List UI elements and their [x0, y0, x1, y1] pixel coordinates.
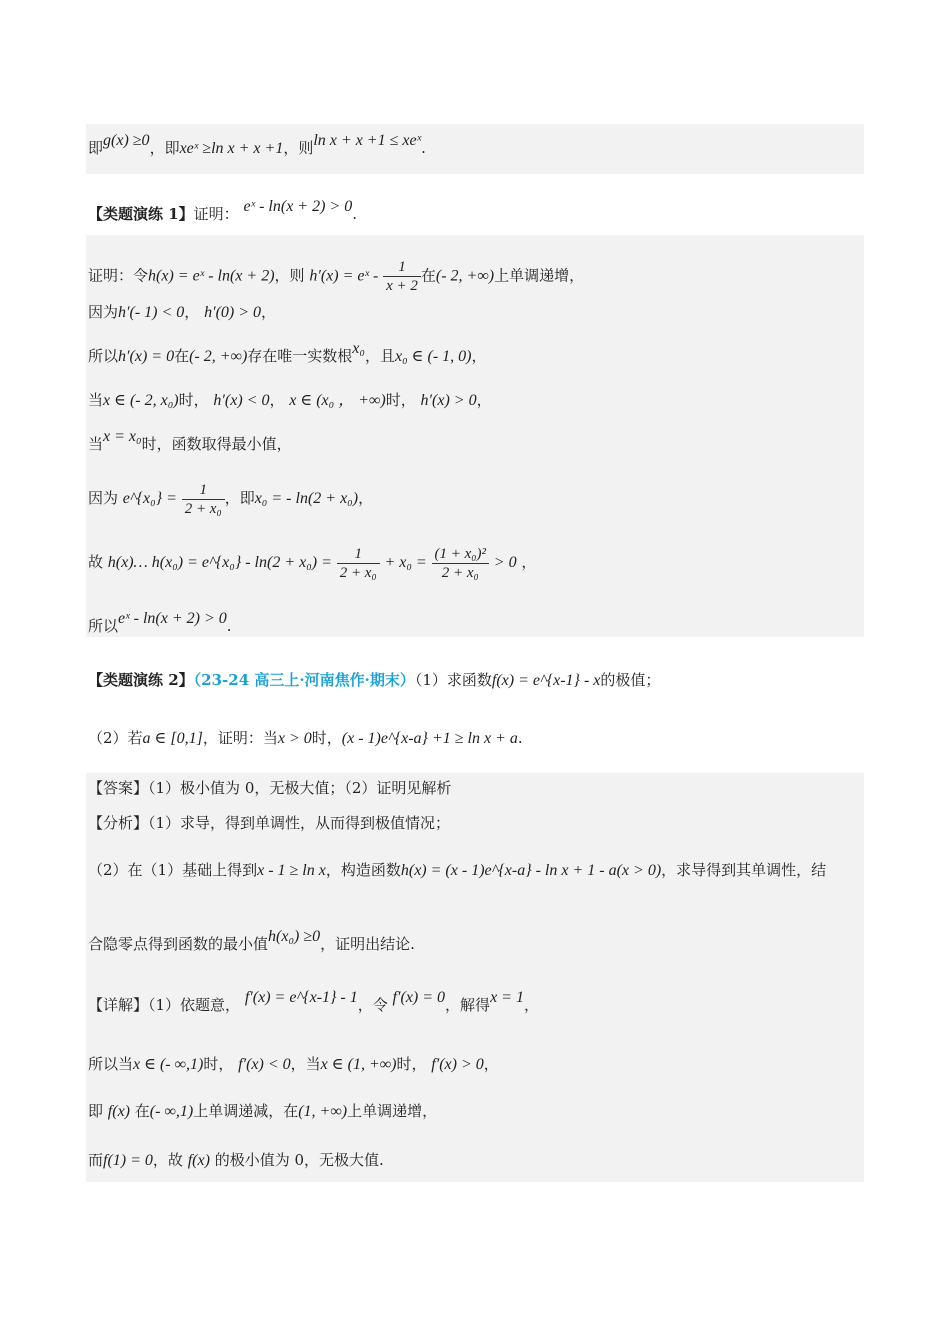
- ex1-proof-line-6: [88, 478, 373, 519]
- formula: a ∈ [0,1]: [142, 730, 203, 747]
- text: 当: [88, 391, 104, 409]
- text: 在: [134, 1102, 150, 1120]
- text: （1）求函数: [414, 671, 492, 689]
- text: 上单调递增，: [347, 1102, 438, 1120]
- formula-xex-ge: xeˣ ≥ln x + x +1: [179, 140, 284, 157]
- answer-line: [88, 778, 451, 798]
- formula: (x - 1)e^{x-a} +1 ≥ ln x + a: [341, 730, 518, 747]
- text: 合隐零点得到函数的最小值: [88, 935, 269, 953]
- ex2-q2-line: [88, 728, 523, 749]
- numerator: 1: [337, 545, 380, 564]
- text: 即: [88, 1102, 104, 1120]
- formula: x₀ = - ln(2 + x₀): [254, 490, 359, 507]
- text: .: [517, 729, 523, 747]
- text: ，证明出结论.: [320, 935, 415, 953]
- text: ，求导得到其单调性，结: [661, 861, 827, 879]
- numerator: 1: [383, 258, 421, 277]
- text: ，故: [152, 1151, 183, 1169]
- text: 而: [88, 1151, 104, 1169]
- text: 时，: [203, 1055, 234, 1073]
- detail-line-4: [88, 1150, 384, 1171]
- formula: f′(x) = e^{x-1} - 1: [244, 989, 358, 1006]
- ex1-statement: eˣ - ln(x + 2) > 0: [243, 198, 353, 215]
- text: .: [226, 617, 232, 635]
- text: ，则: [283, 139, 314, 157]
- text: ，当: [290, 1055, 321, 1073]
- fraction: [182, 481, 225, 518]
- text: ，即: [224, 489, 255, 507]
- formula: h′(x) = 0: [118, 348, 175, 365]
- formula: h′(x) = eˣ -: [309, 267, 379, 285]
- formula: h(x)… h(x₀) = e^{x₀} - ln(2 + x₀) =: [107, 554, 332, 571]
- text: 存在唯一实数根: [247, 347, 353, 365]
- formula: f′(x) < 0: [238, 1056, 291, 1073]
- text: ，构造函数: [325, 861, 401, 879]
- text: ，则: [274, 266, 305, 285]
- text: 在: [174, 347, 190, 365]
- text: 时，函数取得最小值，: [141, 435, 292, 453]
- text: .: [352, 205, 357, 223]
- numerator: 1: [182, 481, 225, 500]
- text: （1）求导，得到单调性，从而得到极值情况；: [148, 814, 451, 832]
- formula: h(x) = eˣ - ln(x + 2): [148, 267, 275, 285]
- formula: + x₀ =: [384, 554, 427, 571]
- text: ，: [269, 391, 285, 409]
- ex1-proof-line-1: [88, 258, 584, 295]
- ex1-title: 【类题演练 1】: [88, 205, 194, 223]
- text: 上单调递减，在: [193, 1102, 299, 1120]
- text: ，证明：当: [202, 729, 278, 747]
- text: 时，: [311, 729, 342, 747]
- fraction: [383, 258, 421, 295]
- formula: f(x) = e^{x-1} - x: [491, 672, 601, 689]
- ex2-title: 【类题演练 2】: [88, 671, 194, 689]
- formula: x - 1 ≥ ln x: [257, 862, 326, 879]
- text: ，: [471, 347, 487, 365]
- text: （1）依题意，: [148, 996, 241, 1014]
- formula: x ∈ (1, +∞): [320, 1056, 397, 1073]
- formula: x ∈ (- 2, x₀): [103, 392, 179, 409]
- ex2-source: （23-24 高三上·河南焦作·期末）: [193, 671, 415, 689]
- formula: h(x) = (x - 1)e^{x-a} - ln x + 1 - a(x > 0): [400, 862, 662, 879]
- text: ，: [521, 553, 537, 571]
- formula-ln-le: ln x + x +1 ≤ xeˣ: [313, 132, 422, 149]
- formula: x = 1: [490, 989, 524, 1006]
- formula-g-nonneg: g(x) ≥0: [103, 132, 150, 149]
- text: ，: [476, 391, 492, 409]
- formula: (- 2, +∞): [189, 348, 248, 365]
- text: ，解得: [445, 996, 491, 1014]
- text: 的极值；: [600, 671, 661, 689]
- text: ，且: [364, 347, 395, 365]
- answer-label: 【答案】: [88, 779, 149, 797]
- ex1-proof-line-5: [88, 428, 292, 455]
- text: （2）在（1）基础上得到: [88, 861, 258, 879]
- denominator: x + 2: [386, 278, 418, 294]
- numerator: (1 + x₀)²: [432, 545, 489, 564]
- top-line-1: [88, 132, 426, 159]
- formula: f′(x) > 0: [431, 1056, 484, 1073]
- formula: h′(0) > 0: [204, 304, 262, 321]
- text: .: [421, 139, 426, 157]
- text: 所以当: [88, 1055, 134, 1073]
- text: 所以: [88, 347, 119, 365]
- formula: f(1) = 0: [103, 1152, 153, 1169]
- analysis-line-2: [88, 860, 826, 881]
- formula: x₀: [352, 340, 365, 357]
- text: ，: [261, 303, 277, 321]
- ex1-proof-line-3: [88, 340, 487, 367]
- formula: (- ∞,1): [149, 1103, 194, 1120]
- ex1-proof-line-2: [88, 302, 276, 323]
- text: 故: [88, 553, 104, 571]
- denominator: 2 + x₀: [184, 500, 222, 517]
- denominator: 2 + x₀: [441, 564, 479, 581]
- formula: x > 0: [277, 730, 312, 747]
- analysis-label: 【分析】: [88, 814, 149, 832]
- text: ，: [483, 1055, 499, 1073]
- analysis-line-1: [88, 813, 450, 833]
- formula: (- 2, +∞): [435, 267, 495, 285]
- detail-line-1: [88, 989, 539, 1016]
- fraction: [337, 545, 380, 582]
- text: 的极小值为 0，无极大值.: [214, 1151, 384, 1169]
- formula: f(x): [187, 1152, 210, 1169]
- text: 在: [420, 266, 436, 285]
- formula: e^{x₀} =: [122, 490, 177, 507]
- fraction: [432, 545, 489, 582]
- text: ，: [523, 996, 539, 1014]
- detail-line-2: [88, 1054, 499, 1075]
- formula: f′(x) = 0: [392, 989, 446, 1006]
- denominator: 2 + x₀: [339, 564, 377, 581]
- text: 证明：: [193, 205, 239, 223]
- formula: h′(- 1) < 0: [118, 304, 185, 321]
- formula: eˣ - ln(x + 2) > 0: [118, 610, 227, 627]
- text: 当: [88, 435, 104, 453]
- text: （1）极小值为 0，无极大值；（2）证明见解析: [148, 779, 452, 797]
- formula: x = x₀: [103, 428, 142, 445]
- detail-line-3: [88, 1101, 437, 1122]
- text: 上单调递增，: [494, 266, 585, 285]
- text: 时，: [385, 391, 416, 409]
- text: 因为: [88, 489, 119, 507]
- text: ，令: [357, 996, 388, 1014]
- ex1-proof-line-4: [88, 390, 492, 411]
- text: 即: [88, 139, 104, 157]
- text: 时，: [178, 391, 209, 409]
- text: （2）若: [88, 729, 143, 747]
- text: ，: [184, 303, 200, 321]
- text: 因为: [88, 303, 119, 321]
- ex2-title-line: [88, 670, 660, 691]
- formula: (1, +∞): [298, 1103, 348, 1120]
- text: ，即: [149, 139, 180, 157]
- formula: > 0: [493, 554, 517, 571]
- formula: x₀ ∈ (- 1, 0): [394, 348, 472, 365]
- analysis-line-3: [88, 928, 415, 955]
- ex1-title-line: [88, 198, 357, 225]
- detail-label: 【详解】: [88, 996, 149, 1014]
- text: ，: [358, 489, 374, 507]
- ex1-proof-line-8: [88, 610, 232, 637]
- text: 证明：令: [88, 266, 149, 285]
- formula: h(x₀) ≥0: [268, 928, 321, 945]
- formula: x ∈ (x₀ ， +∞): [289, 392, 386, 409]
- formula: h′(x) > 0: [420, 392, 477, 409]
- formula: f(x): [107, 1103, 130, 1120]
- text: 所以: [88, 617, 119, 635]
- text: 时，: [396, 1055, 427, 1073]
- ex1-proof-line-7: [88, 542, 536, 583]
- formula: x ∈ (- ∞,1): [133, 1056, 204, 1073]
- formula: h′(x) < 0: [213, 392, 270, 409]
